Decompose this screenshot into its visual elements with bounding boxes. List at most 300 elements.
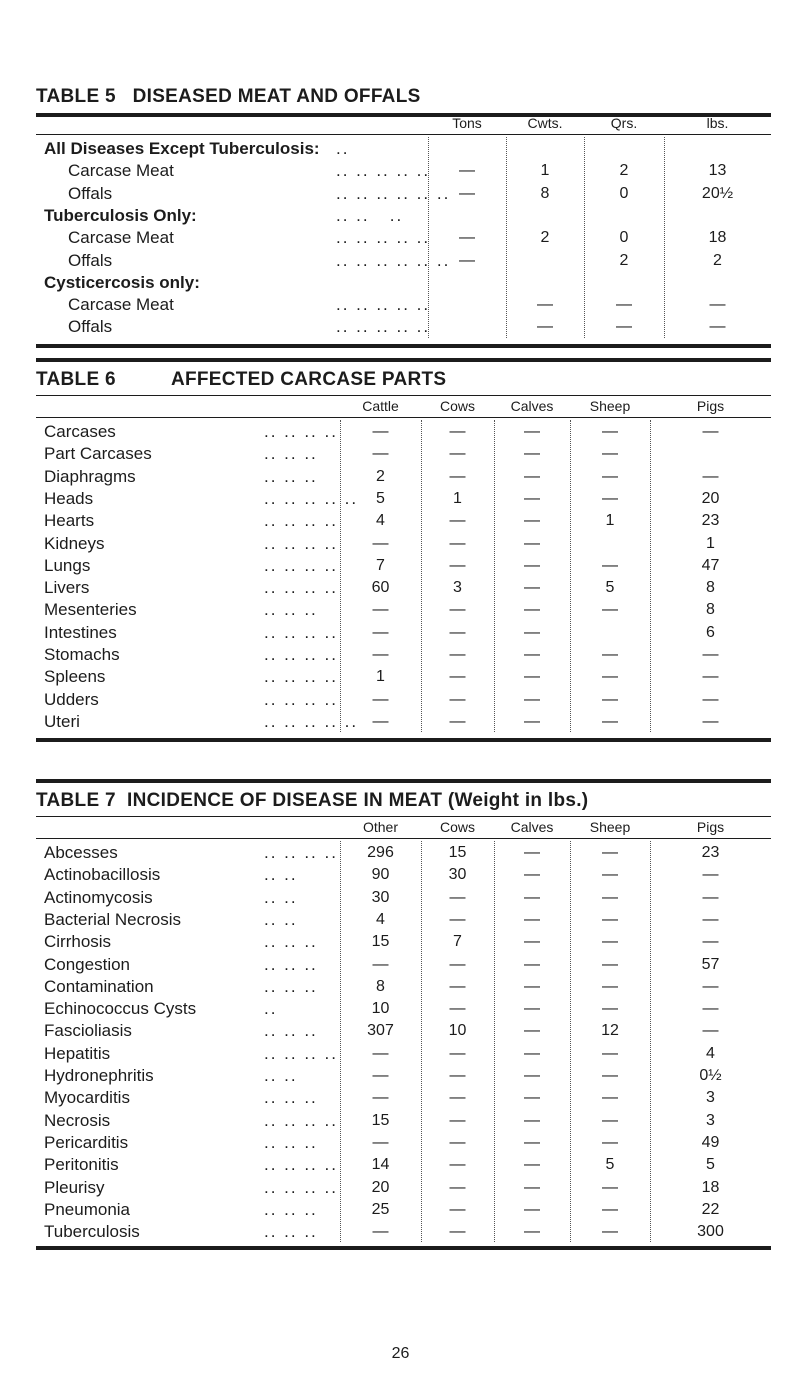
column-separator	[340, 420, 341, 732]
row-label: Offals	[68, 183, 113, 203]
table-cell: —	[449, 668, 466, 686]
leader-dots: .. .. .. ..	[264, 533, 338, 553]
table-cell: —	[524, 1067, 540, 1084]
leader-dots: .. .. .. ..	[264, 843, 338, 862]
table-row	[36, 534, 771, 556]
table-cell: 15	[371, 1111, 390, 1129]
table-row	[36, 444, 771, 466]
table-cell: —	[449, 467, 466, 485]
header-rule	[36, 838, 771, 839]
table-row	[36, 1066, 771, 1088]
table-cell: —	[602, 1223, 618, 1241]
row-label: Hydronephritis	[44, 1066, 154, 1085]
table-row	[36, 489, 771, 511]
table-cell: —	[524, 690, 540, 708]
leader-dots: .. ..	[264, 887, 298, 907]
bottom-rule	[36, 738, 771, 742]
row-label: Carcase Meat	[68, 228, 174, 248]
table-cell: 5	[605, 1156, 615, 1174]
column-header: Calves	[510, 398, 554, 414]
table-cell: —	[524, 556, 540, 574]
table-cell: —	[372, 1133, 389, 1151]
bottom-rule	[36, 1246, 771, 1250]
table-row	[36, 511, 771, 533]
table-cell: —	[372, 623, 389, 641]
table-row	[36, 422, 771, 444]
table-cell: —	[524, 601, 540, 619]
table-cell: 25	[371, 1200, 390, 1218]
table-cell: —	[524, 467, 540, 485]
column-separator	[494, 841, 495, 1242]
table-cell: —	[372, 690, 389, 708]
table-cell: —	[524, 646, 540, 663]
table-row	[36, 1222, 771, 1244]
row-label: All Diseases Except Tuberculosis:	[44, 139, 320, 158]
row-label: Spleens	[44, 667, 106, 687]
table-cell: 4	[376, 512, 385, 530]
column-header: lbs.	[706, 115, 729, 131]
table-cell: 2	[713, 251, 722, 269]
table-6	[36, 369, 771, 731]
table-cell: 18	[708, 229, 727, 247]
table-cell: —	[524, 423, 540, 440]
table-cell: 1	[540, 162, 550, 180]
table-row	[36, 206, 771, 228]
column-separator	[421, 420, 422, 732]
table-cell: —	[449, 955, 466, 973]
row-label: Stomachs	[44, 645, 120, 664]
table-6-title: TABLE 6 AFFECTED CARCASE PARTS	[36, 369, 447, 390]
leader-dots: .. .. .. ..	[264, 578, 338, 598]
leader-dots: .. .. .. ..	[264, 645, 338, 664]
table-cell: —	[702, 977, 719, 995]
table-row	[36, 999, 771, 1021]
table-cell: —	[449, 712, 466, 730]
table-cell: —	[602, 668, 618, 686]
table-cell: —	[524, 712, 540, 730]
row-label: Part Carcases	[44, 444, 152, 464]
leader-dots: .. .. ..	[264, 600, 318, 620]
table-7-top-rule	[36, 816, 771, 817]
row-label: Fascioliasis	[44, 1021, 132, 1041]
table-6-separator-rule	[36, 358, 771, 362]
leader-dots: .. .. .. .. ..	[264, 711, 359, 731]
table-cell: —	[602, 1133, 618, 1151]
table-cell: —	[459, 162, 475, 180]
table-row	[36, 251, 771, 273]
table-cell: —	[524, 933, 540, 951]
table-row	[36, 556, 771, 578]
table-cell: —	[449, 1200, 466, 1218]
column-header: Calves	[510, 819, 554, 835]
column-header: Pigs	[696, 398, 725, 414]
table-row	[36, 161, 771, 183]
table-cell: —	[602, 467, 618, 485]
column-header: Pigs	[696, 819, 725, 835]
table-cell: —	[524, 888, 540, 906]
table-cell: —	[524, 1089, 540, 1107]
table-cell: 20	[371, 1178, 390, 1196]
table-cell: —	[524, 445, 540, 463]
table-cell: —	[524, 1156, 540, 1174]
leader-dots: .. ..	[264, 865, 298, 885]
table-cell: 296	[367, 844, 394, 861]
table-row	[36, 1133, 771, 1155]
table-cell: —	[602, 556, 618, 574]
table-row	[36, 888, 771, 910]
table-cell: —	[702, 910, 719, 928]
table-cell: 90	[371, 866, 390, 884]
table-cell: —	[702, 712, 719, 730]
table-cell: 0	[619, 229, 629, 247]
row-label: Carcases	[44, 422, 116, 441]
table-cell: —	[449, 1156, 466, 1174]
column-separator	[340, 841, 341, 1242]
table-cell: —	[449, 977, 466, 995]
leader-dots: .. .. ..	[264, 1021, 318, 1041]
table-row	[36, 690, 771, 712]
table-row	[36, 712, 771, 734]
column-separator	[650, 841, 651, 1242]
table-cell: —	[524, 1178, 540, 1196]
table-cell: —	[602, 489, 618, 507]
column-header: Cattle	[362, 398, 399, 414]
row-label: Diaphragms	[44, 466, 136, 486]
table-cell: 7	[453, 933, 462, 951]
table-row	[36, 1088, 771, 1110]
table-cell: —	[449, 1044, 466, 1062]
table-7-title: TABLE 7 INCIDENCE OF DISEASE IN MEAT (Weight in lbs.)	[36, 790, 589, 811]
leader-dots: .. .. ..	[264, 976, 318, 996]
row-label: Bacterial Necrosis	[44, 909, 181, 929]
row-label: Contamination	[44, 976, 154, 996]
leader-dots: .. .. ..	[264, 932, 318, 952]
table-cell: —	[372, 601, 389, 619]
table-cell: —	[524, 623, 540, 641]
table-cell: —	[372, 1044, 389, 1062]
table-cell: —	[449, 1133, 466, 1151]
row-label: Lungs	[44, 555, 91, 575]
table-cell: —	[602, 933, 618, 951]
row-label: Echinococcus Cysts	[44, 999, 197, 1019]
table-cell: 20	[701, 489, 720, 507]
table-cell: —	[524, 534, 540, 552]
table-cell: 1	[453, 489, 462, 507]
row-label: Pleurisy	[44, 1177, 105, 1197]
row-label: Congestion	[44, 954, 131, 974]
table-cell: —	[602, 1200, 618, 1218]
table-cell: —	[372, 1089, 389, 1107]
table-cell: 4	[706, 1044, 715, 1062]
row-label: Offals	[68, 317, 113, 337]
table-cell: —	[602, 445, 618, 463]
table-cell: —	[449, 690, 466, 708]
column-header: Other	[362, 819, 398, 835]
row-label: Uteri	[44, 711, 80, 731]
table-5-title: TABLE 5 DISEASED MEAT AND OFFALS	[36, 86, 421, 107]
table-cell: 5	[605, 579, 615, 597]
table-cell: —	[449, 1111, 466, 1129]
leader-dots: ..	[336, 139, 350, 158]
table-row	[36, 467, 771, 489]
row-label: Tuberculosis	[44, 1222, 140, 1242]
row-label: Heads	[44, 488, 94, 508]
table-5	[36, 86, 771, 337]
table-cell: —	[524, 668, 540, 686]
table-7-separator-rule	[36, 779, 771, 783]
table-cell: —	[372, 712, 389, 730]
leader-dots: .. .. ..	[264, 1088, 318, 1108]
leader-dots: .. .. .. ..	[264, 667, 338, 687]
leader-dots: .. .. .. ..	[264, 555, 338, 575]
leader-dots: .. .. .. .. ..	[264, 488, 359, 508]
table-cell: 3	[706, 1111, 715, 1129]
table-cell: —	[524, 844, 540, 861]
table-cell: 13	[708, 162, 727, 180]
table-cell: 49	[701, 1133, 720, 1151]
table-cell: —	[459, 251, 475, 269]
table-cell: —	[449, 534, 466, 552]
table-cell: —	[602, 1178, 618, 1196]
table-row	[36, 932, 771, 954]
column-header: Cwts.	[527, 115, 563, 131]
leader-dots: .. .. .. .. .. ..	[336, 183, 451, 203]
leader-dots: .. .. ..	[264, 1132, 318, 1152]
table-cell: 30	[448, 866, 467, 884]
table-cell: —	[702, 888, 719, 906]
table-cell: —	[449, 556, 466, 574]
column-separator	[494, 420, 495, 732]
table-cell: —	[602, 690, 618, 708]
leader-dots: .. .. .. .. ..	[336, 317, 431, 337]
table-cell: —	[372, 445, 389, 463]
leader-dots: .. .. .. ..	[264, 1155, 338, 1175]
table-cell: —	[602, 955, 618, 973]
table-cell: —	[524, 866, 540, 884]
table-row	[36, 578, 771, 600]
table-cell: —	[602, 423, 618, 440]
column-separator	[664, 137, 665, 338]
table-cell: —	[449, 623, 466, 641]
table-cell: —	[524, 1000, 540, 1018]
leader-dots: .. .. .. ..	[264, 689, 338, 709]
table-cell: —	[372, 534, 389, 552]
table-cell: 15	[371, 933, 390, 951]
table-cell: 22	[701, 1200, 720, 1218]
header-rule	[36, 134, 771, 135]
table-row	[36, 1155, 771, 1177]
table-cell: —	[709, 296, 726, 314]
table-cell: —	[602, 1111, 618, 1129]
row-label: Actinomycosis	[44, 887, 153, 907]
column-header: Tons	[452, 115, 482, 131]
row-label: Livers	[44, 578, 90, 598]
table-row	[36, 865, 771, 887]
table-cell: 7	[376, 556, 385, 574]
table-cell: —	[449, 1067, 466, 1084]
table-cell: —	[602, 712, 618, 730]
table-row	[36, 317, 771, 339]
table-cell: —	[537, 318, 553, 336]
table-cell: 5	[376, 489, 385, 507]
leader-dots: .. .. ..	[264, 954, 318, 974]
leader-dots: .. .. ..	[264, 444, 318, 464]
leader-dots: .. .. .. ..	[264, 1110, 338, 1130]
leader-dots: .. .. ..	[264, 1199, 318, 1219]
table-cell: —	[449, 1089, 466, 1107]
table-cell: 15	[448, 844, 467, 861]
row-label: Udders	[44, 689, 99, 709]
table-row	[36, 295, 771, 317]
table-cell: —	[602, 866, 618, 884]
table-cell: —	[602, 844, 618, 861]
column-header: Cows	[439, 398, 475, 414]
table-cell: —	[602, 977, 618, 995]
table-cell: —	[602, 1044, 618, 1062]
leader-dots: .. .. .. ..	[264, 1043, 338, 1063]
column-separator	[570, 420, 571, 732]
page-number: 26	[391, 1345, 410, 1362]
table-row	[36, 843, 771, 865]
table-cell: —	[449, 445, 466, 463]
column-separator	[506, 137, 507, 338]
column-separator	[570, 841, 571, 1242]
table-cell: —	[524, 1111, 540, 1129]
table-row	[36, 955, 771, 977]
bottom-rule	[36, 344, 771, 348]
table-cell: —	[449, 646, 466, 663]
table-row	[36, 645, 771, 667]
leader-dots: .. .. .. .. ..	[336, 295, 431, 315]
table-cell: 2	[540, 229, 550, 247]
column-separator	[421, 841, 422, 1242]
table-cell: —	[602, 1089, 618, 1107]
leader-dots: .. .. .. .. ..	[336, 228, 431, 248]
row-label: Carcase Meat	[68, 161, 174, 181]
table-row	[36, 623, 771, 645]
row-label: Hepatitis	[44, 1043, 111, 1063]
table-cell: 10	[448, 1022, 467, 1040]
leader-dots: .. ..	[264, 909, 298, 929]
leader-dots: .. .. ..	[336, 205, 404, 225]
table-row	[36, 1044, 771, 1066]
column-separator	[428, 137, 429, 338]
row-label: Mesenteries	[44, 600, 137, 620]
leader-dots: ..	[264, 999, 278, 1019]
table-cell: 1	[376, 668, 385, 686]
row-label: Carcase Meat	[68, 295, 174, 315]
table-cell: —	[602, 646, 618, 663]
table-6-top-rule	[36, 395, 771, 396]
table-row	[36, 910, 771, 932]
table-cell: —	[602, 888, 618, 906]
leader-dots: .. .. .. ..	[264, 1177, 338, 1197]
table-cell: —	[449, 1000, 466, 1018]
table-cell: 8	[540, 184, 550, 202]
row-label: Myocarditis	[44, 1088, 130, 1108]
table-cell: —	[524, 1223, 540, 1241]
table-cell: 47	[701, 556, 720, 574]
table-cell: 3	[453, 579, 462, 597]
row-label: Offals	[68, 250, 113, 270]
column-separator	[650, 420, 651, 732]
table-cell: —	[524, 1200, 540, 1218]
table-cell: —	[524, 1133, 540, 1151]
table-cell: 2	[376, 467, 385, 485]
table-cell: —	[459, 229, 475, 247]
table-cell: —	[524, 910, 540, 928]
table-cell: 20½	[701, 184, 734, 202]
table-cell: 30	[371, 888, 390, 906]
table-7	[36, 790, 771, 1242]
table-cell: —	[602, 1067, 618, 1084]
row-label: Necrosis	[44, 1110, 111, 1130]
row-label: Pericarditis	[44, 1132, 129, 1152]
table-cell: 2	[619, 162, 629, 180]
column-separator	[584, 137, 585, 338]
column-header: Cows	[439, 819, 475, 835]
table-cell: —	[702, 866, 719, 884]
table-row	[36, 139, 771, 161]
table-cell: —	[372, 1223, 389, 1241]
leader-dots: .. .. .. .. ..	[336, 161, 431, 181]
table-cell: —	[616, 318, 632, 336]
table-row	[36, 667, 771, 689]
table-row	[36, 977, 771, 999]
table-cell: —	[602, 601, 618, 619]
table-cell: 60	[371, 579, 390, 597]
table-cell: —	[449, 601, 466, 619]
table-cell: —	[616, 296, 632, 314]
row-label: Kidneys	[44, 533, 105, 553]
leader-dots: .. ..	[264, 1066, 298, 1085]
table-cell: —	[702, 423, 719, 440]
table-cell: 23	[701, 512, 720, 530]
row-label: Cirrhosis	[44, 932, 112, 952]
table-cell: 8	[706, 601, 715, 619]
row-label: Cysticercosis only:	[44, 272, 200, 292]
header-rule	[36, 417, 771, 418]
table-cell: —	[449, 1223, 466, 1241]
table-cell: —	[702, 1000, 719, 1018]
table-cell: —	[602, 1000, 618, 1018]
table-cell: 0½	[699, 1067, 722, 1084]
table-row	[36, 600, 771, 622]
row-label: Intestines	[44, 622, 117, 642]
table-cell: —	[702, 467, 719, 485]
table-cell: —	[449, 1178, 466, 1196]
table-cell: 300	[697, 1223, 724, 1241]
table-cell: 23	[701, 844, 720, 861]
table-cell: 2	[619, 251, 629, 269]
column-header: Sheep	[589, 819, 631, 835]
table-cell: —	[702, 646, 719, 663]
table-cell: 14	[371, 1156, 390, 1174]
table-cell: 18	[701, 1178, 720, 1196]
table-row	[36, 1200, 771, 1222]
table-cell: —	[537, 296, 553, 314]
table-cell: 1	[605, 512, 615, 530]
table-cell: —	[449, 423, 466, 440]
row-label: Abcesses	[44, 843, 118, 862]
row-label: Peritonitis	[44, 1155, 119, 1175]
table-row	[36, 184, 771, 206]
row-label: Pneumonia	[44, 1199, 131, 1219]
table-cell: —	[702, 933, 719, 951]
table-cell: 10	[371, 1000, 390, 1018]
table-cell: 4	[376, 910, 385, 928]
table-cell: 307	[367, 1022, 394, 1040]
